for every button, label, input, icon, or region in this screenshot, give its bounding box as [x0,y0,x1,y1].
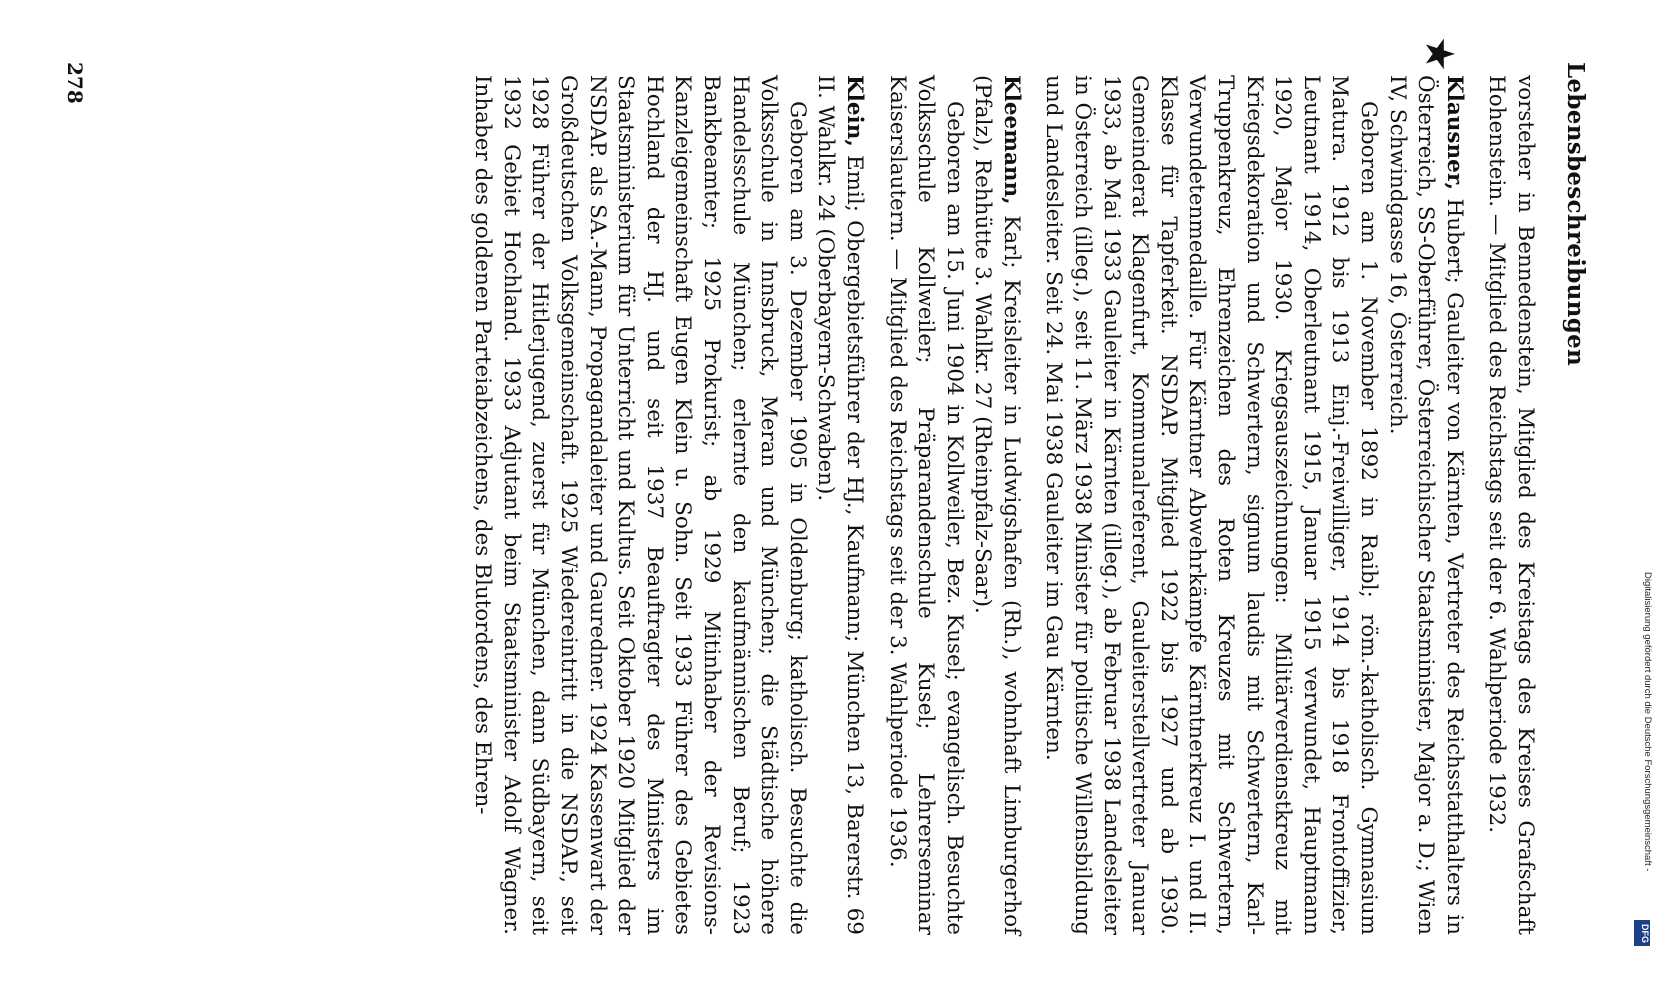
page-body [468,75,1539,935]
entry-body: Geboren am 3. Dezember 1905 in Oldenburg; katholisch. Besuchte die Volksschule in Innsbruck, Meran und München; die Städtische höhere Handelsschule München; erlernte den kaufmännischen Beruf; 1923 Bankbeamter; 1925 Prokurist; ab 1929 Mitinhaber der Revisions-Kanzleigemeinschaft Eugen Klein u. Sohn. Seit 1933 Führer des Gebietes Hochland der HJ. und seit 1937 Beauftragter des Ministers im Staatsministerium für Unterricht und Kultus. Seit Oktober 1920 Mitglied der NSDAP. als SA.-Mann, Propagandaleiter und Gauredner. 1924 Kassenwart der Großdeutschen Volksgemeinschaft. 1925 Wiedereintritt in die NSDAP., seit 1928 Führer der Hitlerjugend, zuerst für München, dann Südbayern, seit 1932 Gebiet Hochland. 1933 Adjutant beim Staatsminister Adolf Wagner. Inhaber des goldenen Parteiabzeichens, des Blutordens, des Ehren- [470,75,810,935]
entry-lead-text: Hubert; Gauleiter von Kärnten, Vertreter des Reichsstatthalters in Österreich, SS-Oberführer, Österreichischer Staatsminister, Major a. D.; Wien IV, Schwindgasse 16, Österreich. [1384,75,1467,935]
biography-entry-klein [468,75,868,935]
scan-credit [1631,0,1653,1000]
entry-body: Geboren am 1. November 1892 in Raibl; röm.-katholisch. Gymnasium Matura. 1912 bis 1913 Einj.-Freiwilliger, 1914 bis 1918 Frontoffizier, Leutnant 1914, Oberleutnant 1915, Januar 1915 verwundet, Hauptmann 1920, Major 1930. Kriegsauszeichnungen: Militärverdienstkreuz mit Kriegsdekoration und Schwertern, signum laudis mit Schwertern, Karl-Truppenkreuz, Ehrenzeichen des Roten Kreuzes mit Schwertern, Verwundetenmedaille. Für Kärntner Abwehrkämpfe Kärntnerkreuz I. und II. Klasse für Tapferkeit. NSDAP. Mitglied 1922 bis 1927 und ab 1930. Gemeinderat Klagenfurt, Kommunalreferent, Gauleiterstellvertreter Januar 1933, ab Mai 1933 Gauleiter in Kärnten (illeg.), ab Februar 1938 Landesleiter in Österreich (illeg.), seit 11. März 1938 Minister für politische Willensbildung und Landesleiter. Seit 24. Mai 1938 Gauleiter im Gau Kärnten. [1041,75,1382,935]
page-number: 278 [63,62,87,104]
entry-lead [968,75,1025,935]
entry-name: Klausner, [1441,75,1467,191]
biography-entry-kleemann [882,75,1025,935]
page-header: Lebensbeschreibungen [1562,62,1589,367]
entry-lead [811,75,868,935]
entry-lead-text: Emil; Obergebietsführer der HJ., Kaufmann; München 13, Barerstr. 69 II. Wahlkr. 24 (Oberbayern-Schwaben). [813,75,867,935]
dfg-logo-label: DFG [1640,924,1650,943]
intro-paragraph: vorsteher in Bennedenstein, Mitglied des Kreistags des Kreises Grafschaft Hohenstein. — Mitglied des Reichstags seit der 6. Wahlperiode 1932. [1484,75,1538,935]
biography-entry-klausner [1039,75,1468,935]
entry-body: Geboren am 15. Juni 1904 in Kollweiler, Bez. Kusel; evangelisch. Besuchte Volksschule Kollweiler; Präparandenschule Kusel; Lehrerseminar Kaiserslautern. — Mitglied des Reichstags seit der 3. Wahlperiode 1936. [884,75,967,935]
entry-name: Kleemann, [998,75,1024,205]
entry-lead-text: Karl; Kreisleiter in Ludwigshafen (Rh.), wohnhaft Limburgerhof (Pfalz), Rehhütte 3. Wahlkr. 27 (Rheinpfalz-Saar). [970,75,1024,935]
scan-credit-text: Digitalisierung gefördert durch die Deutsche Forschungsgemeinschaft - [1642,572,1653,872]
star-marker-icon: ★ [1416,36,1462,72]
entry-lead [1382,75,1468,935]
entry-name: Klein, [841,75,867,147]
dfg-logo-icon [1634,920,1650,946]
